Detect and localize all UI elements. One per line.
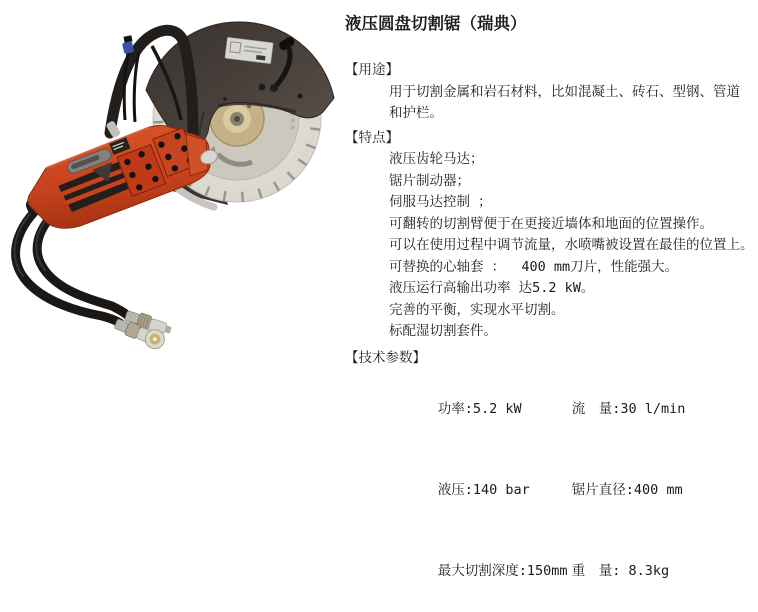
feature-item: 伺服马达控制 ；	[345, 192, 755, 214]
features-heading: 【特点】	[345, 128, 755, 150]
feature-item: 液压齿轮马达；	[345, 149, 755, 171]
product-info	[345, 14, 755, 612]
spec-power: 功率:5.2 kW	[438, 396, 572, 423]
guard-bolt	[259, 84, 266, 91]
feature-item: 完善的平衡，实现水平切割。	[345, 300, 755, 322]
motor-body	[24, 126, 219, 229]
spec-row	[345, 450, 755, 531]
guard-bolt	[223, 97, 227, 101]
spec-flow: 流 量:30 l/min	[572, 401, 686, 417]
section-specs	[345, 348, 755, 612]
spec-weight: 重 量: 8.3kg	[572, 563, 669, 579]
spec-cutting-depth: 最大切割深度:150mm	[438, 558, 572, 585]
specs-heading: 【技术参数】	[345, 348, 755, 370]
usage-line: 和护栏。	[345, 103, 755, 125]
product-title: 液压圆盘切割锯（瑞典）	[345, 14, 755, 34]
spec-blade-diameter: 锯片直径:400 mm	[572, 482, 683, 498]
feature-item: 可替换的心轴套 ： 400 mm刀片，性能强大。	[345, 257, 755, 279]
feature-item: 液压运行高输出功率 达5.2 kW。	[345, 278, 755, 300]
usage-line: 用于切割金属和岩石材料，比如混凝土、砖石、型钢、管道	[345, 82, 755, 104]
feature-item: 锯片制动器；	[345, 171, 755, 193]
spec-row	[345, 369, 755, 450]
feature-item: 标配湿切割套件。	[345, 321, 755, 343]
section-usage	[345, 60, 755, 125]
usage-heading: 【用途】	[345, 60, 755, 82]
product-photo	[0, 0, 345, 410]
feature-item: 可以在使用过程中调节流量，水喷嘴被设置在最佳的位置上。	[345, 235, 755, 257]
spec-pressure: 液压:140 bar	[438, 477, 572, 504]
valve-fitting	[122, 41, 134, 54]
feature-item: 可翻转的切割臂便于在更接近墙体和地面的位置操作。	[345, 214, 755, 236]
guard-bolt	[298, 94, 303, 99]
section-features	[345, 128, 755, 343]
spec-row	[345, 531, 755, 612]
